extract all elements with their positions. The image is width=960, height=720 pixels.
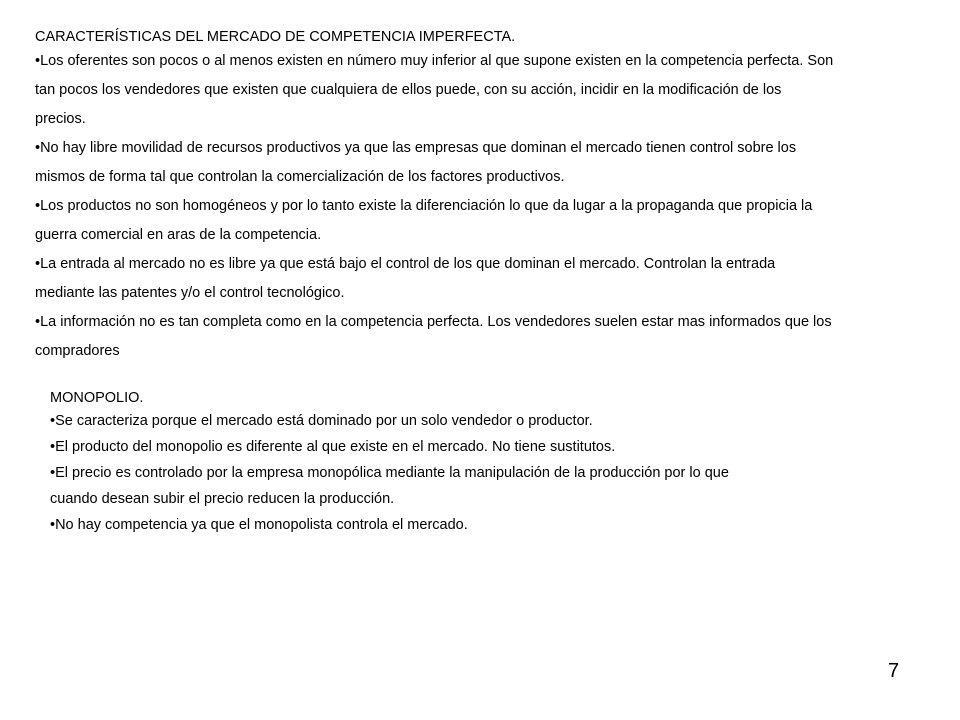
monopoly-title: MONOPOLIO.: [50, 390, 144, 406]
monopoly-section: [50, 388, 750, 538]
monopoly-bullet-2: •El producto del monopolio es diferente al que existe en el mercado. No tiene sustitutos.: [50, 439, 616, 455]
imperfect-competition-bullet-3: •Los productos no son homogéneos y por lo tanto existe la diferenciación lo que da lugar a la propaganda que propicia la guerra comercial en aras de la competencia.: [35, 198, 813, 243]
monopoly-bullet-1: •Se caracteriza porque el mercado está dominado por un solo vendedor o productor.: [50, 413, 593, 429]
imperfect-competition-bullet-2: •No hay libre movilidad de recursos productivos ya que las empresas que dominan el mercado tienen control sobre los mismos de forma tal que controlan la comercialización de los factores productivos.: [35, 140, 797, 185]
monopoly-bullet-3: •El precio es controlado por la empresa monopólica mediante la manipulación de la producción por lo que cuando desean subir el precio reducen la producción.: [50, 465, 729, 507]
imperfect-competition-bullet-4: •La entrada al mercado no es libre ya que está bajo el control de los que dominan el mercado. Controlan la entrada mediante las patentes y/o el control tecnológico.: [35, 256, 776, 301]
imperfect-competition-section: [35, 27, 835, 366]
imperfect-competition-bullet-5: •La información no es tan completa como en la competencia perfecta. Los vendedores suelen estar mas informados que los compradores: [35, 314, 832, 359]
monopoly-bullet-4: •No hay competencia ya que el monopolista controla el mercado.: [50, 517, 468, 533]
imperfect-competition-title: CARACTERÍSTICAS DEL MERCADO DE COMPETENCIA IMPERFECTA.: [35, 29, 516, 45]
imperfect-competition-bullet-1: •Los oferentes son pocos o al menos existen en número muy inferior al que supone existen en la competencia perfecta. Son tan pocos los vendedores que existen que cualquiera de ellos puede, con su acción, incidir en la modificación de los precios.: [35, 53, 834, 127]
page-number: 7: [888, 660, 900, 682]
